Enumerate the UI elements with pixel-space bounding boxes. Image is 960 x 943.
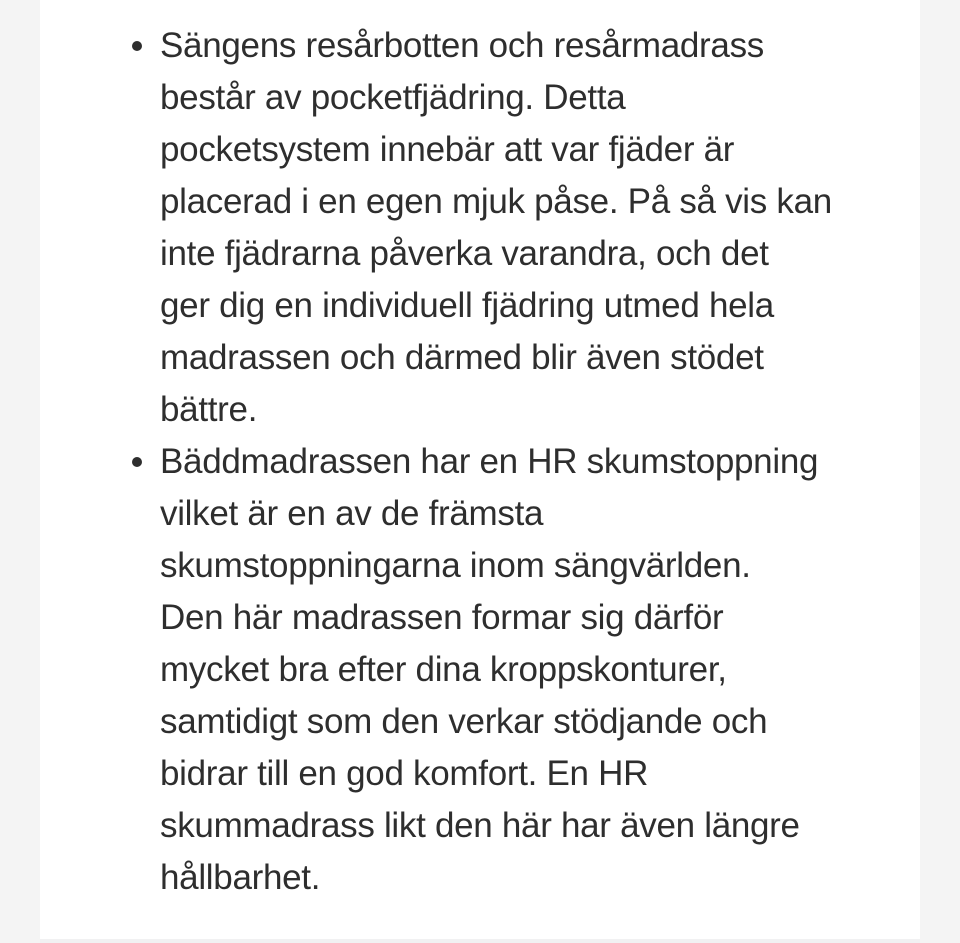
text-line: Den här madrassen formar sig därför [160,598,724,637]
text-line: mycket bra efter dina kroppskonturer, [160,650,727,689]
text-line: ger dig en individuell fjädring utmed hela [160,286,774,325]
text-line: bidrar till en god komfort. En HR [160,754,649,793]
text-line: pocketsystem innebär att var fjäder är [160,130,735,169]
text-line: bättre. [160,390,258,429]
bullet-item [132,20,920,436]
text-line: inte fjädrarna påverka varandra, och det [160,234,769,273]
bullet-list [132,20,920,904]
bullet-marker-icon [132,457,142,467]
bullet-item [132,436,920,904]
text-line: skummadrass likt den här har även längre [160,806,800,845]
product-description-section [40,0,920,943]
text-line: Bäddmadrassen har en HR skumstoppning [160,442,819,481]
text-line: består av pocketfjädring. Detta [160,78,626,117]
text-line: skumstoppningarna inom sängvärlden. [160,546,751,585]
bullet-text [160,20,832,436]
bullet-text [160,436,818,904]
bullet-marker-icon [132,41,142,51]
text-line: hållbarhet. [160,858,321,897]
section-divider [40,939,920,943]
left-gutter [0,0,40,943]
text-line: samtidigt som den verkar stödjande och [160,702,768,741]
text-line: madrassen och därmed blir även stödet [160,338,764,377]
right-gutter [920,0,960,943]
text-line: vilket är en av de främsta [160,494,544,533]
text-line: Sängens resårbotten och resårmadrass [160,26,764,65]
text-line: placerad i en egen mjuk påse. På så vis kan [160,182,832,221]
